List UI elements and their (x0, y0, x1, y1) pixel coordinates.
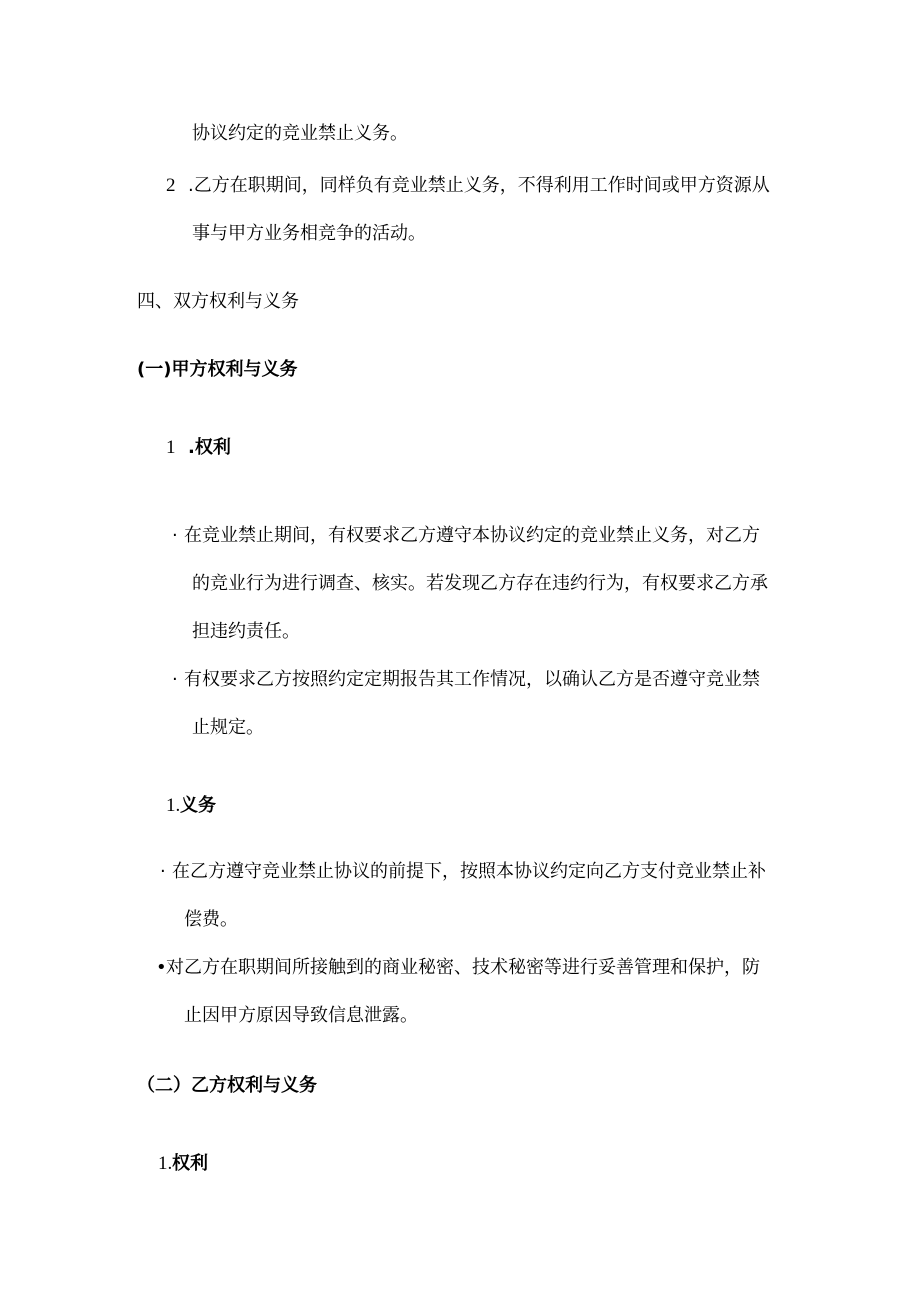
rights-heading: 权利 (172, 1153, 208, 1174)
subsection-heading-party-a: (一)甲方权利与义务 (137, 359, 298, 380)
rights-number: 1. (158, 1153, 173, 1174)
section-heading: 四、双方权利与义务 (137, 291, 299, 312)
bullet-mark: • (156, 957, 167, 978)
bullet-text-line: 偿费。 (184, 909, 238, 930)
bullet-text-line: 止因甲方原因导致信息泄露。 (184, 1005, 418, 1026)
duties-heading: 义务 (180, 795, 216, 816)
rights-number: 1 (166, 437, 176, 458)
rights-heading: .权利 (188, 437, 231, 458)
continuation-line: 协议约定的竞业禁止义务。 (192, 123, 408, 144)
bullet-mark: · (172, 669, 178, 690)
subsection-heading-party-b: （二）乙方权利与义务 (137, 1075, 317, 1096)
item-number: 2 (166, 175, 176, 196)
bullet-text-line: 止规定。 (192, 717, 264, 738)
bullet-text-line: 的竞业行为进行调查、核实。若发现乙方存在违约行为，有权要求乙方承 (192, 573, 768, 594)
bullet-text-line: 对乙方在职期间所接触到的商业秘密、技术秘密等进行妥善管理和保护，防 (166, 957, 760, 978)
duties-number: 1. (166, 795, 181, 816)
bullet-text-line: 担违约责任。 (192, 621, 300, 642)
item-text-line: .乙方在职期间，同样负有竞业禁止义务，不得利用工作时间或甲方资源从 (188, 175, 770, 196)
bullet-text-line: 在乙方遵守竞业禁止协议的前提下，按照本协议约定向乙方支付竞业禁止补 (172, 861, 766, 882)
bullet-text-line: 有权要求乙方按照约定定期报告其工作情况，以确认乙方是否遵守竞业禁 (184, 669, 760, 690)
item-text-line: 事与甲方业务相竞争的活动。 (192, 223, 426, 244)
bullet-mark: · (160, 861, 166, 882)
bullet-mark: · (172, 525, 178, 546)
bullet-text-line: 在竞业禁止期间，有权要求乙方遵守本协议约定的竞业禁止义务，对乙方 (184, 525, 760, 546)
